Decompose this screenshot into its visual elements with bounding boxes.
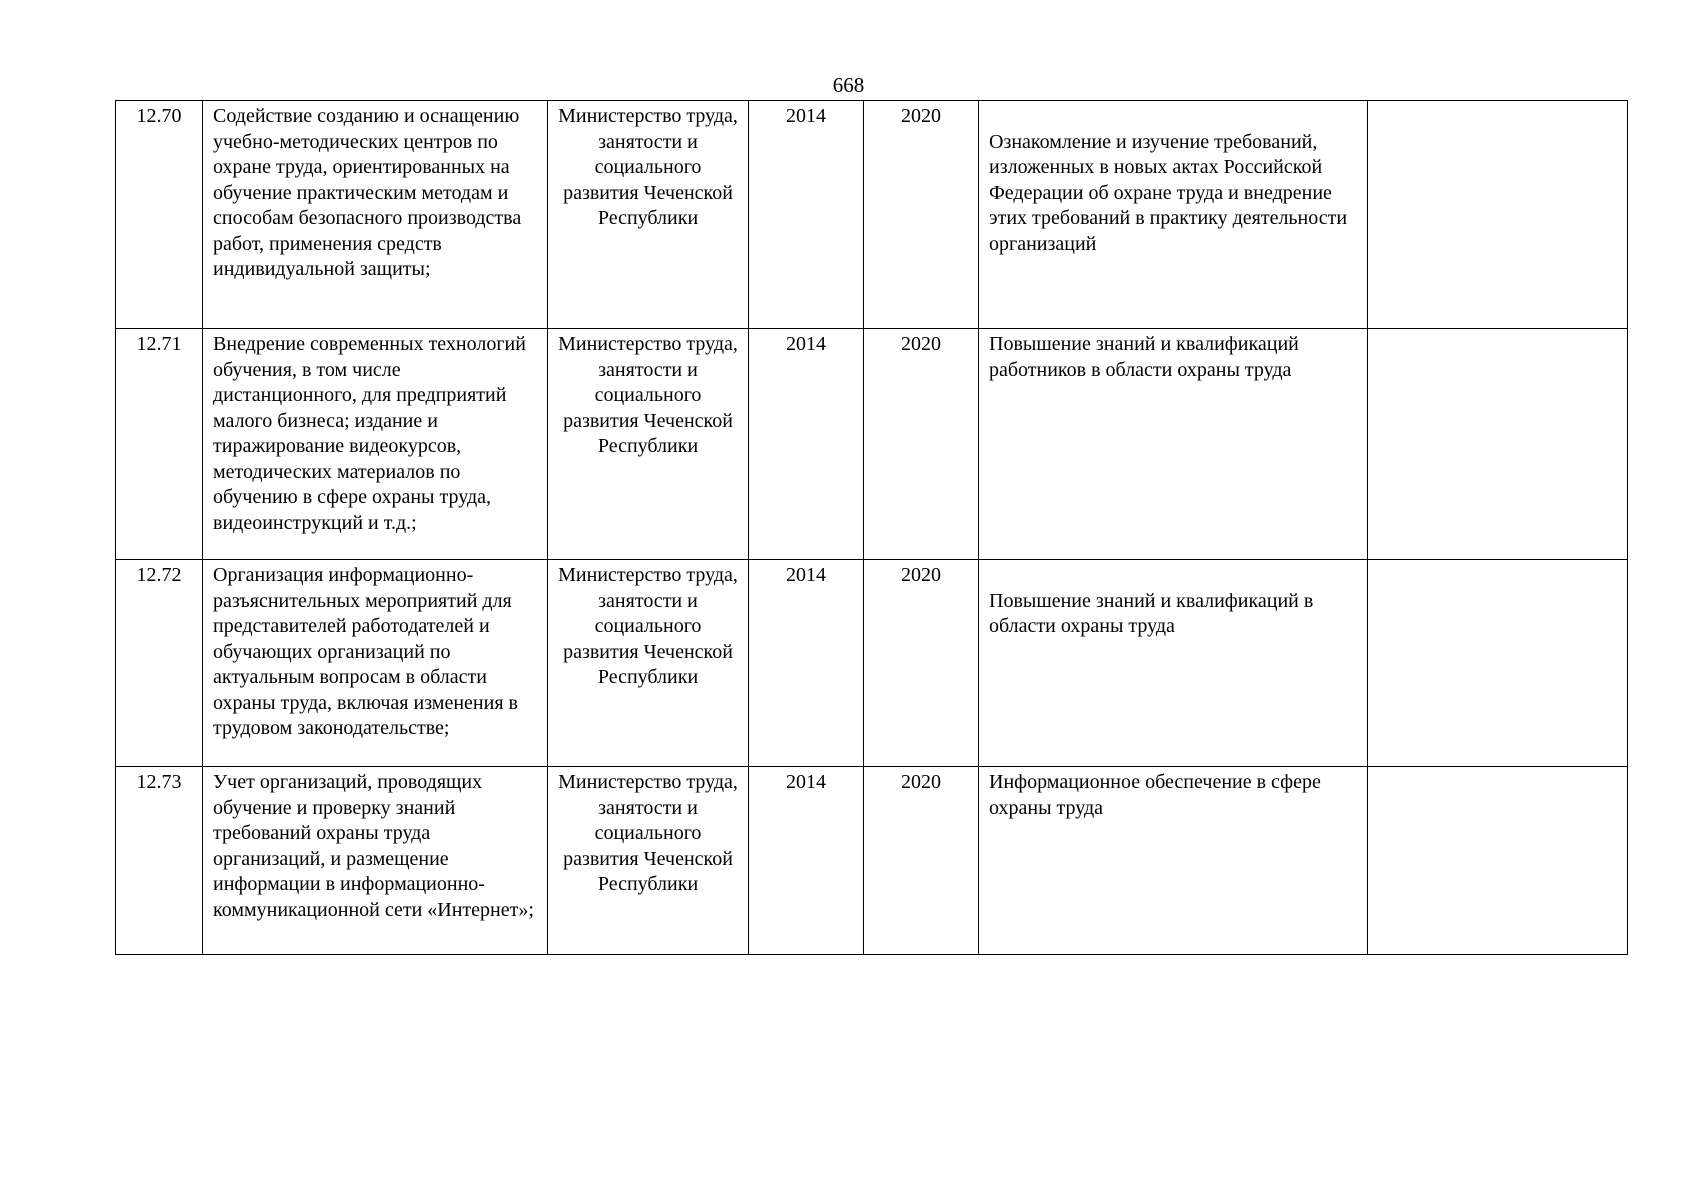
end-year-cell: 2020 — [864, 767, 979, 955]
page-number: 668 — [832, 73, 865, 97]
end-year-cell: 2020 — [864, 560, 979, 767]
note-cell — [1368, 101, 1628, 329]
start-year-cell: 2014 — [749, 329, 864, 560]
activity-cell: Содействие созданию и оснащению учебно-методических центров по охране труда, ориентированных на обучение практическим методам и способам безопасного производства работ, применения средств индивидуальной защиты; — [203, 101, 548, 329]
start-year-cell: 2014 — [749, 767, 864, 955]
end-year-cell: 2020 — [864, 101, 979, 329]
activity-cell: Учет организаций, проводящих обучение и проверку знаний требований охраны труда организаций, и размещение информации в информационно-коммуникационной сети «Интернет»; — [203, 767, 548, 955]
result-cell — [979, 560, 1368, 767]
activity-cell: Организация информационно-разъяснительных мероприятий для представителей работодателей и обучающих организаций по актуальным вопросам в области охраны труда, включая изменения в трудовом законодательстве; — [203, 560, 548, 767]
result-cell: Повышение знаний и квалификаций работников в области охраны труда — [979, 329, 1368, 560]
row-number: 12.72 — [116, 560, 203, 767]
note-cell — [1368, 329, 1628, 560]
start-year-cell: 2014 — [749, 560, 864, 767]
row-number: 12.71 — [116, 329, 203, 560]
activities-table — [115, 100, 1628, 955]
executor-cell: Министерство труда, занятости и социального развития Чеченской Республики — [548, 329, 749, 560]
row-number: 12.70 — [116, 101, 203, 329]
note-cell — [1368, 767, 1628, 955]
executor-cell: Министерство труда, занятости и социального развития Чеченской Республики — [548, 560, 749, 767]
end-year-cell: 2020 — [864, 329, 979, 560]
result-cell: Информационное обеспечение в сфере охраны труда — [979, 767, 1368, 955]
executor-cell: Министерство труда, занятости и социального развития Чеченской Республики — [548, 101, 749, 329]
start-year-cell: 2014 — [749, 101, 864, 329]
row-number: 12.73 — [116, 767, 203, 955]
table-row — [116, 329, 1628, 560]
result-text: Повышение знаний и квалификаций в области охраны труда — [989, 589, 1314, 637]
executor-cell: Министерство труда, занятости и социального развития Чеченской Республики — [548, 767, 749, 955]
table-row — [116, 101, 1628, 329]
note-cell — [1368, 560, 1628, 767]
result-text: Ознакомление и изучение требований, изложенных в новых актах Российской Федерации об охране труда и внедрение этих требований в практику деятельности организаций — [989, 130, 1348, 255]
activity-cell: Внедрение современных технологий обучения, в том числе дистанционного, для предприятий малого бизнеса; издание и тиражирование видеокурсов, методических материалов по обучению в сфере охраны труда, видеоинструкций и т.д.; — [203, 329, 548, 560]
result-cell — [979, 101, 1368, 329]
table-row — [116, 767, 1628, 955]
table-row — [116, 560, 1628, 767]
